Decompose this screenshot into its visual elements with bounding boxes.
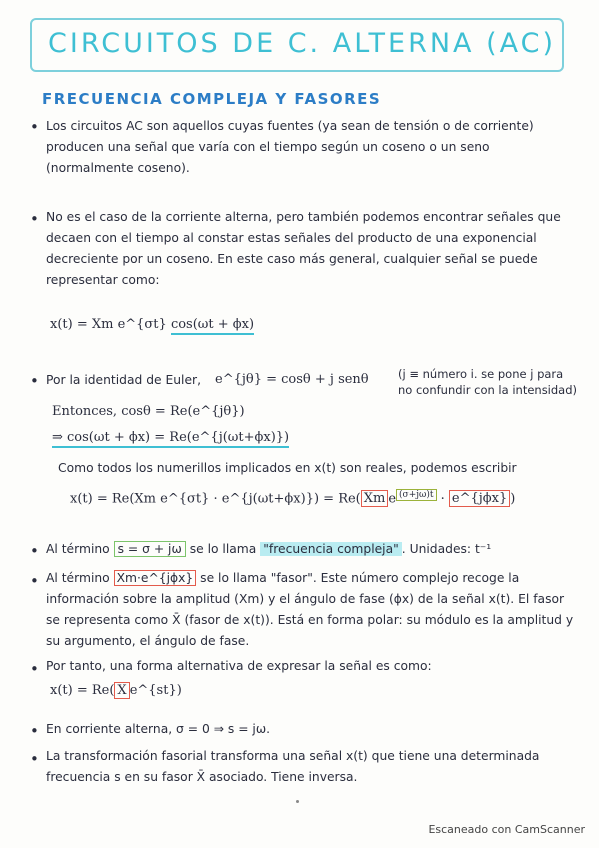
formula-phasor-form: x(t) = Re( X e^{st}) [50, 683, 182, 698]
bullet-dot: • [30, 118, 39, 136]
bullet-dot: • [30, 372, 39, 390]
euler-formula: e^{jθ} = cosθ + j senθ [215, 372, 369, 387]
bullet-dot: • [30, 722, 39, 740]
paragraph-phasor: Al término Xm·e^{jϕx} se lo llama "fasor". Este número complejo recoge la información sobre la amplitud (Xm) y el ángulo de fase (ϕx) de la señal x(t). El fasor se representa como X̄ (fasor de x(t)). Está en forma polar: su módulo es la amplitud y su argumento, el ángulo de fase. [46, 571, 574, 648]
formula-phasor-expansion: x(t) = Re(Xm e^{σt} · e^{j(ωt+ϕx)}) = Re( Xm e $^{(\sigma+j\omega)t}$ · e^{jϕx} ) [70, 490, 516, 507]
paragraph-ac-circuits: Los circuitos AC son aquellos cuyas fuentes (ya sean de tensión o de corriente) producen una señal que varía con el tiempo según un coseno o un seno (normalmente coseno). [46, 119, 534, 175]
box-phase: e^{jϕx} [449, 490, 510, 507]
paragraph-alternative: Por tanto, una forma alternativa de expresar la señal es como: [46, 659, 432, 673]
page-dot [296, 800, 299, 803]
bullet-dot: • [30, 210, 39, 228]
formula-entonces: Entonces, cosθ = Re(e^{jθ}) [52, 404, 245, 419]
box-amplitude: Xm [361, 490, 389, 507]
euler-lead: Por la identidad de Euler, [46, 373, 201, 387]
highlight-frecuencia-compleja: "frecuencia compleja" [260, 542, 402, 556]
paragraph-transform: La transformación fasorial transforma una señal x(t) que tiene una determinada frecuencia s en su fasor X̄ asociado. Tiene inversa. [46, 749, 540, 784]
box-complex-frequency: (σ+jω)t [396, 489, 436, 501]
formula-signal-cosine: cos(ωt + ϕx) [171, 317, 254, 335]
box-phasor-term: Xm·e^{jϕx} [114, 570, 197, 586]
paragraph-real-numbers: Como todos los numerillos implicados en x(t) son reales, podemos escribir [58, 461, 517, 475]
page-title: CIRCUITOS DE C. ALTERNA (AC) [48, 28, 556, 59]
scanner-watermark: Escaneado con CamScanner [428, 823, 585, 836]
paragraph-ac-sigma: En corriente alterna, σ = 0 ⇒ s = jω. [46, 722, 271, 736]
formula-signal-left: x(t) = Xm e^{σt} [50, 317, 167, 332]
bullet-dot: • [30, 542, 39, 560]
paragraph-complex-frequency: Al término s = σ + jω se lo llama "frecuencia compleja" . Unidades: t⁻¹ [46, 542, 492, 556]
paragraph-general-signal: No es el caso de la corriente alterna, pero también podemos encontrar señales que decaen con el tiempo al constar estas señales del producto de una exponencial decreciente por un coseno. En este caso más general, cualquier señal se puede representar como: [46, 210, 561, 287]
box-s: s = σ + jω [114, 541, 186, 557]
bullet-dot: • [30, 750, 39, 768]
section-heading: FRECUENCIA COMPLEJA Y FASORES [42, 90, 382, 108]
box-phasor-x: X [114, 682, 129, 699]
bullet-dot: • [30, 572, 39, 590]
euler-note: (j ≡ número i. se pone j para no confundir con la intensidad) [398, 367, 578, 397]
bullet-dot: • [30, 660, 39, 678]
formula-implies: ⇒ cos(ωt + ϕx) = Re(e^{j(ωt+ϕx)}) [52, 430, 289, 445]
formula-signal [50, 317, 254, 332]
